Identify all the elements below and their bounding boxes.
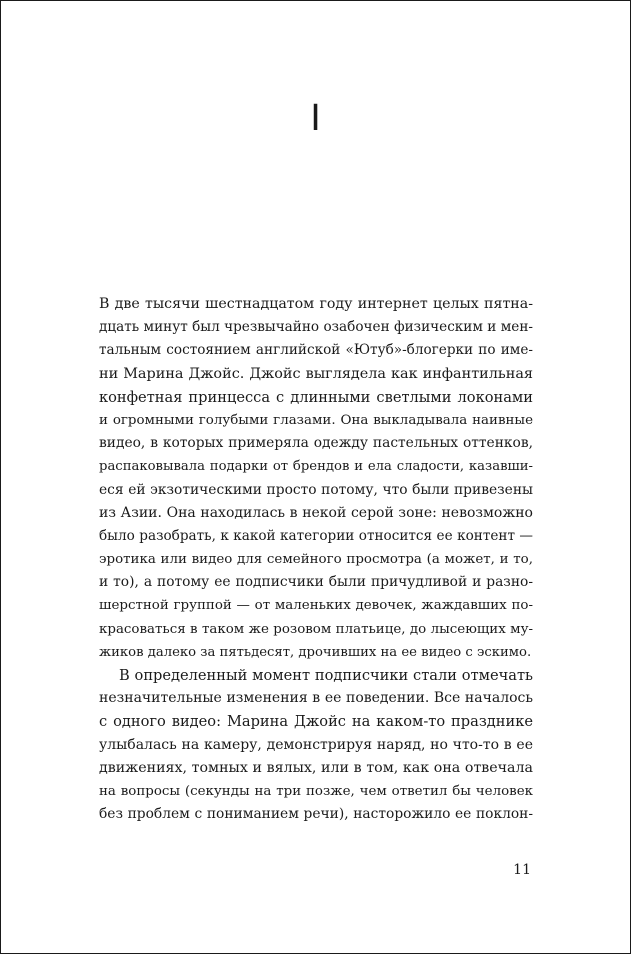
text-line: красоваться в таком же розовом платьице, до лысеющих му-: [99, 621, 533, 637]
text-line: незначительные изменения в ее поведении. Все началось: [99, 690, 533, 707]
text-line: распаковывала подарки от брендов и ела сладости, казавши-: [99, 459, 533, 475]
text-line: видео, в которых примеряла одежду пастельных оттенков,: [99, 435, 533, 452]
text-line: В две тысячи шестнадцатом году интернет целых пятна-: [99, 296, 533, 312]
page-number: 11: [513, 862, 531, 878]
text-line: на вопросы (секунды на три позже, чем ответил бы человек: [99, 783, 533, 799]
text-line: В определенный момент подписчики стали отмечать: [119, 667, 533, 684]
chapter-number: I: [310, 97, 321, 139]
text-line: улыбалась на камеру, демонстрируя наряд, но что-то в ее: [99, 736, 533, 753]
text-line: тальным состоянием английской «Ютуб»-блогерки по име-: [99, 342, 533, 359]
text-line: эротика или видео для семейного просмотра (а может, и то,: [99, 552, 533, 568]
text-line: конфетная принцесса с длинными светлыми локонами: [99, 388, 533, 406]
text-line: и то), а потому ее подписчики были причудливой и разно-: [99, 574, 533, 591]
text-line: с одного видео: Марина Джойс на каком-то празднике: [99, 713, 533, 731]
text-line: и огромными голубыми глазами. Она выкладывала наивные: [99, 412, 533, 428]
text-line: шерстной группой — от маленьких девочек, жаждавших по-: [99, 598, 533, 614]
text-line: ни Марина Джойс. Джойс выглядела как инфантильная: [99, 365, 533, 382]
text-line: из Азии. Она находилась в некой серой зоне: невозможно: [99, 504, 533, 521]
text-line: движениях, томных и вялых, или в том, как она отвечала: [99, 759, 533, 776]
text-line: дцать минут был чрезвычайно озабочен физическим и мен-: [99, 319, 533, 336]
text-line: еся ей экзотическими просто потому, что были привезены: [99, 481, 533, 498]
body-text: [99, 293, 533, 826]
text-line: жиков далеко за пятьдесят, дрочивших на ее видео с эскимо.: [99, 644, 532, 660]
text-line: было разобрать, к какой категории относится ее контент —: [99, 527, 533, 544]
text-line: без проблем с пониманием речи), насторожило ее поклон-: [99, 806, 533, 823]
